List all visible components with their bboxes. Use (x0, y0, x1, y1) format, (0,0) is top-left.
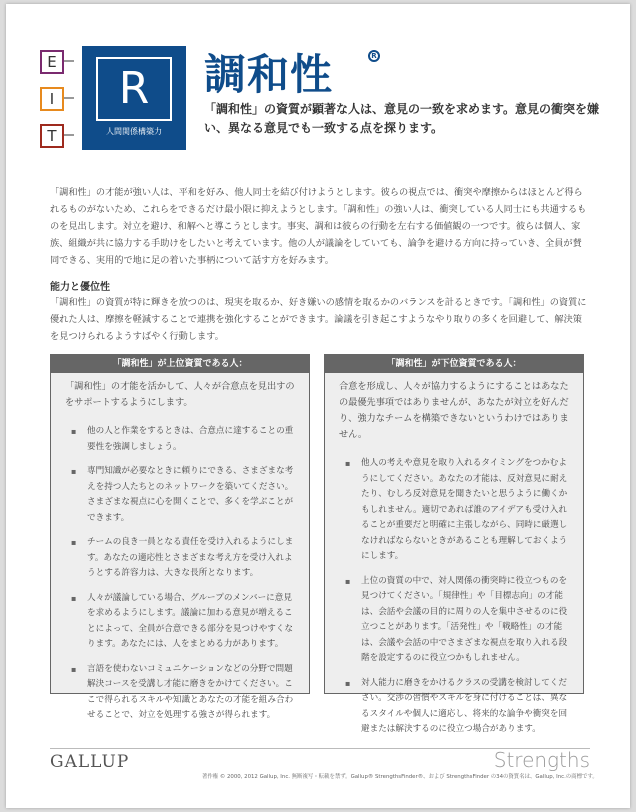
column-header: 「調和性」が下位資質である人： (325, 355, 583, 373)
page-subtitle: 「調和性」の資質が顕著な人は、意見の一致を求めます。意見の衝突を嫌い、異なる意見でも一致する点を探ります。 (204, 102, 600, 135)
theme-badge (82, 46, 186, 150)
list-item: ▪ 専門知識が必要なときに頼りにできる、さまざまな考えを持つ人たちとのネットワークを築いてください。さまざまな視点に心を開くことで、多くを学ぶことができます。 (71, 464, 297, 526)
section-heading: 能力と優位性 (50, 282, 110, 293)
theme-domain-label: 人間関係構築力 (106, 127, 162, 136)
list-item: ▪ 対人能力に磨きをかけるクラスの受講を検討してください。交渉の習慣やスキルを身に付けることは、異なるスタイルや個人に適応し、将来的な論争や衝突を回避または解決するのに役立つ場合があります。 (345, 676, 571, 738)
list-item: ▪ 人々が議論している場合、グループのメンバーに意見を求めるようにします。議論に加わる意見が増えることによって、全員が合意できる部分を見つけやすくなります。あなたには、人をまとめる力があります。 (71, 591, 297, 653)
document-page (6, 4, 630, 808)
list-item: ▪ 他の人と作業をするときは、合意点に達することの重要性を強調しましょう。 (71, 424, 297, 455)
list-item: ▪ チームの良き一員となる責任を受け入れるようにします。あなたの適応性とさまざまな考え方を受け入れようとする許容力は、大きな長所となります。 (71, 535, 297, 582)
list-item: ▪ 言語を使わないコミュニケーションなどの分野で問題解決コースを受講し才能に磨きをかけてください。ここで得られるスキルや知識とあなたの才能を組み合わせることで、対立を処理する強さが得られます。 (71, 662, 297, 724)
page-title: 調和性 (204, 50, 334, 99)
column-intro: 「調和性」の才能を活かして、人々が合意点を見出すのをサポートするようにします。 (65, 381, 295, 408)
column-header: 「調和性」が上位資質である人： (51, 355, 309, 373)
copyright-notice: 著作権 © 2000, 2012 Gallup, Inc. 無断複写・転載を禁ず。Gallup® StrengthsFinder®、および StrengthsFinder の34の資質名は、Gallup, Inc.の商標です。 (202, 774, 598, 780)
top-theme-column (50, 354, 310, 720)
column-list (325, 456, 583, 738)
gallup-logo: GALLUP (50, 752, 130, 772)
i-badge: I (40, 87, 64, 111)
lower-theme-column (324, 354, 584, 734)
column-list (51, 424, 309, 724)
section-paragraph: 「調和性」の資質が特に輝きを放つのは、現実を取るか、好き嫌いの感情を取るかのバランスを計るときです。「調和性」の資質に優れた人は、摩擦を軽減することで連携を強化することができます。論議を引き起こすようなやり取りの多くを回避して、解決策を見つけられるようすばやく行動します。 (50, 297, 587, 342)
strengths-wordmark: Strengths (493, 748, 590, 772)
column-intro: 合意を形成し、人々が協力するようにすることはあなたの最優先事項ではありませんが、あなたが対立を好んだり、強力なチームを構築できないというわけではありません。 (339, 381, 569, 440)
e-badge: E (40, 50, 64, 74)
theme-letter: R (96, 57, 172, 121)
intro-paragraph: 「調和性」の才能が強い人は、平和を好み、他人同士を結び付けようとします。彼らの視点では、衝突や摩擦からはほとんど得られるものがないため、これらをできるだけ最小限に抑えようとします。「調和性」の強い人は、衝突している人同士にも共通するものを見出します。対立を避け、和解へと導こうとします。事実、調和は彼らの行動を左右する価値観の一つです。彼らは個人、家族、組織が共に協力する手助けをしたいと考えています。他の人が議論をしていても、論争を避ける方向に持っていき、全員が賛同できる、実用的で地に足の着いた事柄について話す方を好みます。 (50, 187, 587, 266)
t-badge: T (40, 124, 64, 148)
list-item: ▪ 上位の資質の中で、対人関係の衝突時に役立つものを見つけてください。「規律性」や「目標志向」の才能は、会話や会議の目的に周りの人を集中させるのに役立つことがあります。「活発性」や「戦略性」の才能は、会議や会話の中でさまざまな視点を取り入れる段階を設定するのに役立つかもしれません。 (345, 574, 571, 667)
list-item: ▪ 他人の考えや意見を取り入れるタイミングをつかむようにしてください。あなたの才能は、反対意見に耐えたり、むしろ反対意見を聞きたいと思うように働くかもしれません。適切であれば誰のアイデアも受け入れることが重要だと明確に主張しながら、同時に厳選しなければならないときがあることも理解しておくようにします。 (345, 456, 571, 565)
registered-mark: R (368, 50, 380, 62)
